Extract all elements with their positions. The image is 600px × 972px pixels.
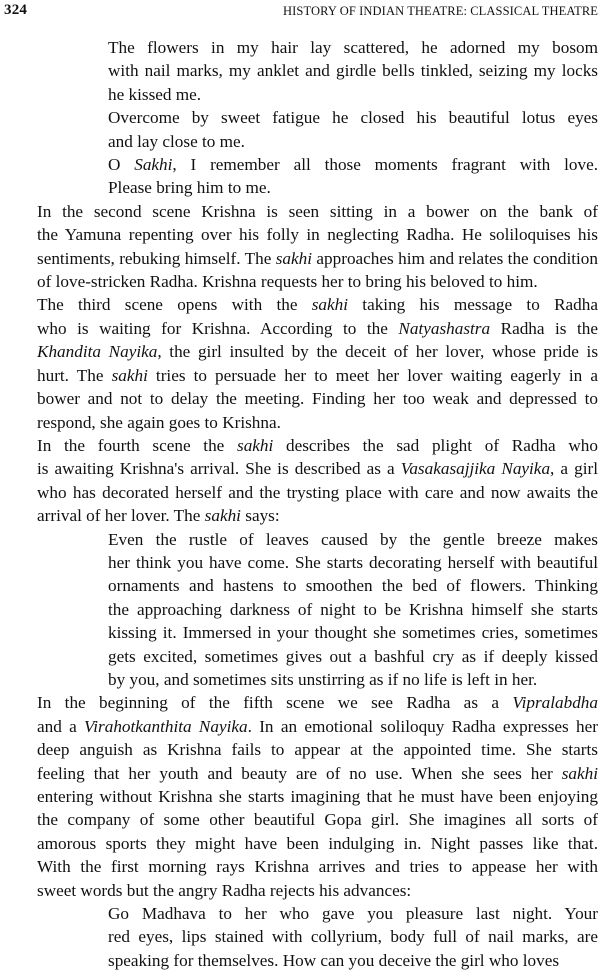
text-line: her think you have come. She starts decorating herself with beautiful [108,552,598,572]
page-header [4,2,600,24]
text-line: red eyes, lips stained with collyrium, body full of nail marks, are [108,927,598,947]
text-line: the Yamuna repenting over his folly in neglecting Radha. He soliloquises his [37,225,598,245]
quoted-verse [78,902,598,972]
text-line: Even the rustle of leaves caused by the gentle breeze makes [108,529,598,549]
text-line: hurt. The sakhi tries to persuade her to meet her lover waiting eagerly in a [37,365,598,385]
body-text [7,36,598,972]
body-paragraph [7,691,598,902]
text-line: Go Madhava to her who gave you pleasure last night. Your [108,904,598,924]
text-line: With the first morning rays Krishna arrives and tries to appease her with [37,857,598,877]
text-line: of love-stricken Radha. Krishna requests her to bring his beloved to him. [37,272,538,292]
text-line: feeling that her youth and beauty are of no use. When she sees her sakhi [37,763,598,783]
quoted-verse [78,36,598,106]
text-line: The flowers in my hair lay scattered, he adorned my bosom [108,38,598,57]
text-line: speaking for themselves. How can you deceive the girl who loves [108,950,560,970]
text-line: who is waiting for Krishna. According to the Natyashastra Radha is the [37,318,598,338]
text-line: O Sakhi, I remember all those moments fragrant with love. [108,155,598,175]
body-paragraph [7,293,598,433]
text-line: respond, she again goes to Krishna. [37,412,281,432]
text-line: gets excited, sometimes gives out a bashful cry as if deeply kissed [108,646,598,666]
text-line: Khandita Nayika, the girl insulted by the deceit of her lover, whose pride is [37,342,599,362]
text-line: sentiments, rebuking himself. The sakhi approaches him and relates the condition [37,248,598,268]
text-line: and a Virahotkanthita Nayika. In an emotional soliloquy Radha expresses her [37,716,598,736]
text-line: In the beginning of the fifth scene we see Radha as a Vipralabdha [37,693,598,713]
text-line: ornaments and hastens to smoothen the bed of flowers. Thinking [108,576,598,596]
text-line: is awaiting Krishna's arrival. She is described as a Vasakasajjika Nayika, a girl [37,459,598,479]
text-line: Please bring him to me. [108,178,271,198]
text-line: sweet words but the angry Radha rejects his advances: [37,880,412,900]
text-line: and lay close to me. [108,131,245,151]
body-paragraph [7,200,598,294]
text-line: the approaching darkness of night to be Krishna himself she starts [108,599,598,619]
text-line: the company of some other beautiful Gopa girl. She imagines all sorts of [37,810,598,830]
text-line: who has decorated herself and the trysting place with care and now awaits the [37,482,598,502]
text-line: amorous sports they might have been indulging in. Night passes like that. [37,833,598,853]
quoted-verse [78,106,598,153]
text-line: he kissed me. [108,84,202,104]
text-line: by you, and sometimes sits unstirring as if no life is left in her. [108,669,538,689]
text-line: entering without Krishna she starts imagining that he must have been enjoying [37,787,598,806]
quoted-verse [78,528,598,692]
text-line: In the fourth scene the sakhi describes the sad plight of Radha who [37,435,598,455]
running-head: HISTORY OF INDIAN THEATRE: CLASSICAL THEATRE [283,4,598,18]
text-line: In the second scene Krishna is seen sitting in a bower on the bank of [37,201,598,221]
text-line: bower and not to delay the meeting. Finding her too weak and depressed to [37,389,598,409]
text-line: The third scene opens with the sakhi taking his message to Radha [37,295,598,315]
body-paragraph [7,434,598,528]
page-number: 324 [4,2,28,18]
text-line: deep anguish as Krishna fails to appear at the appointed time. She starts [37,740,598,760]
text-line: with nail marks, my anklet and girdle bells tinkled, seizing my locks [108,61,598,81]
quoted-verse [78,153,598,200]
text-line: kissing it. Immersed in your thought she sometimes cries, sometimes [108,623,598,643]
text-line: arrival of her lover. The sakhi says: [37,506,280,526]
text-line: Overcome by sweet fatigue he closed his beautiful lotus eyes [108,108,598,128]
